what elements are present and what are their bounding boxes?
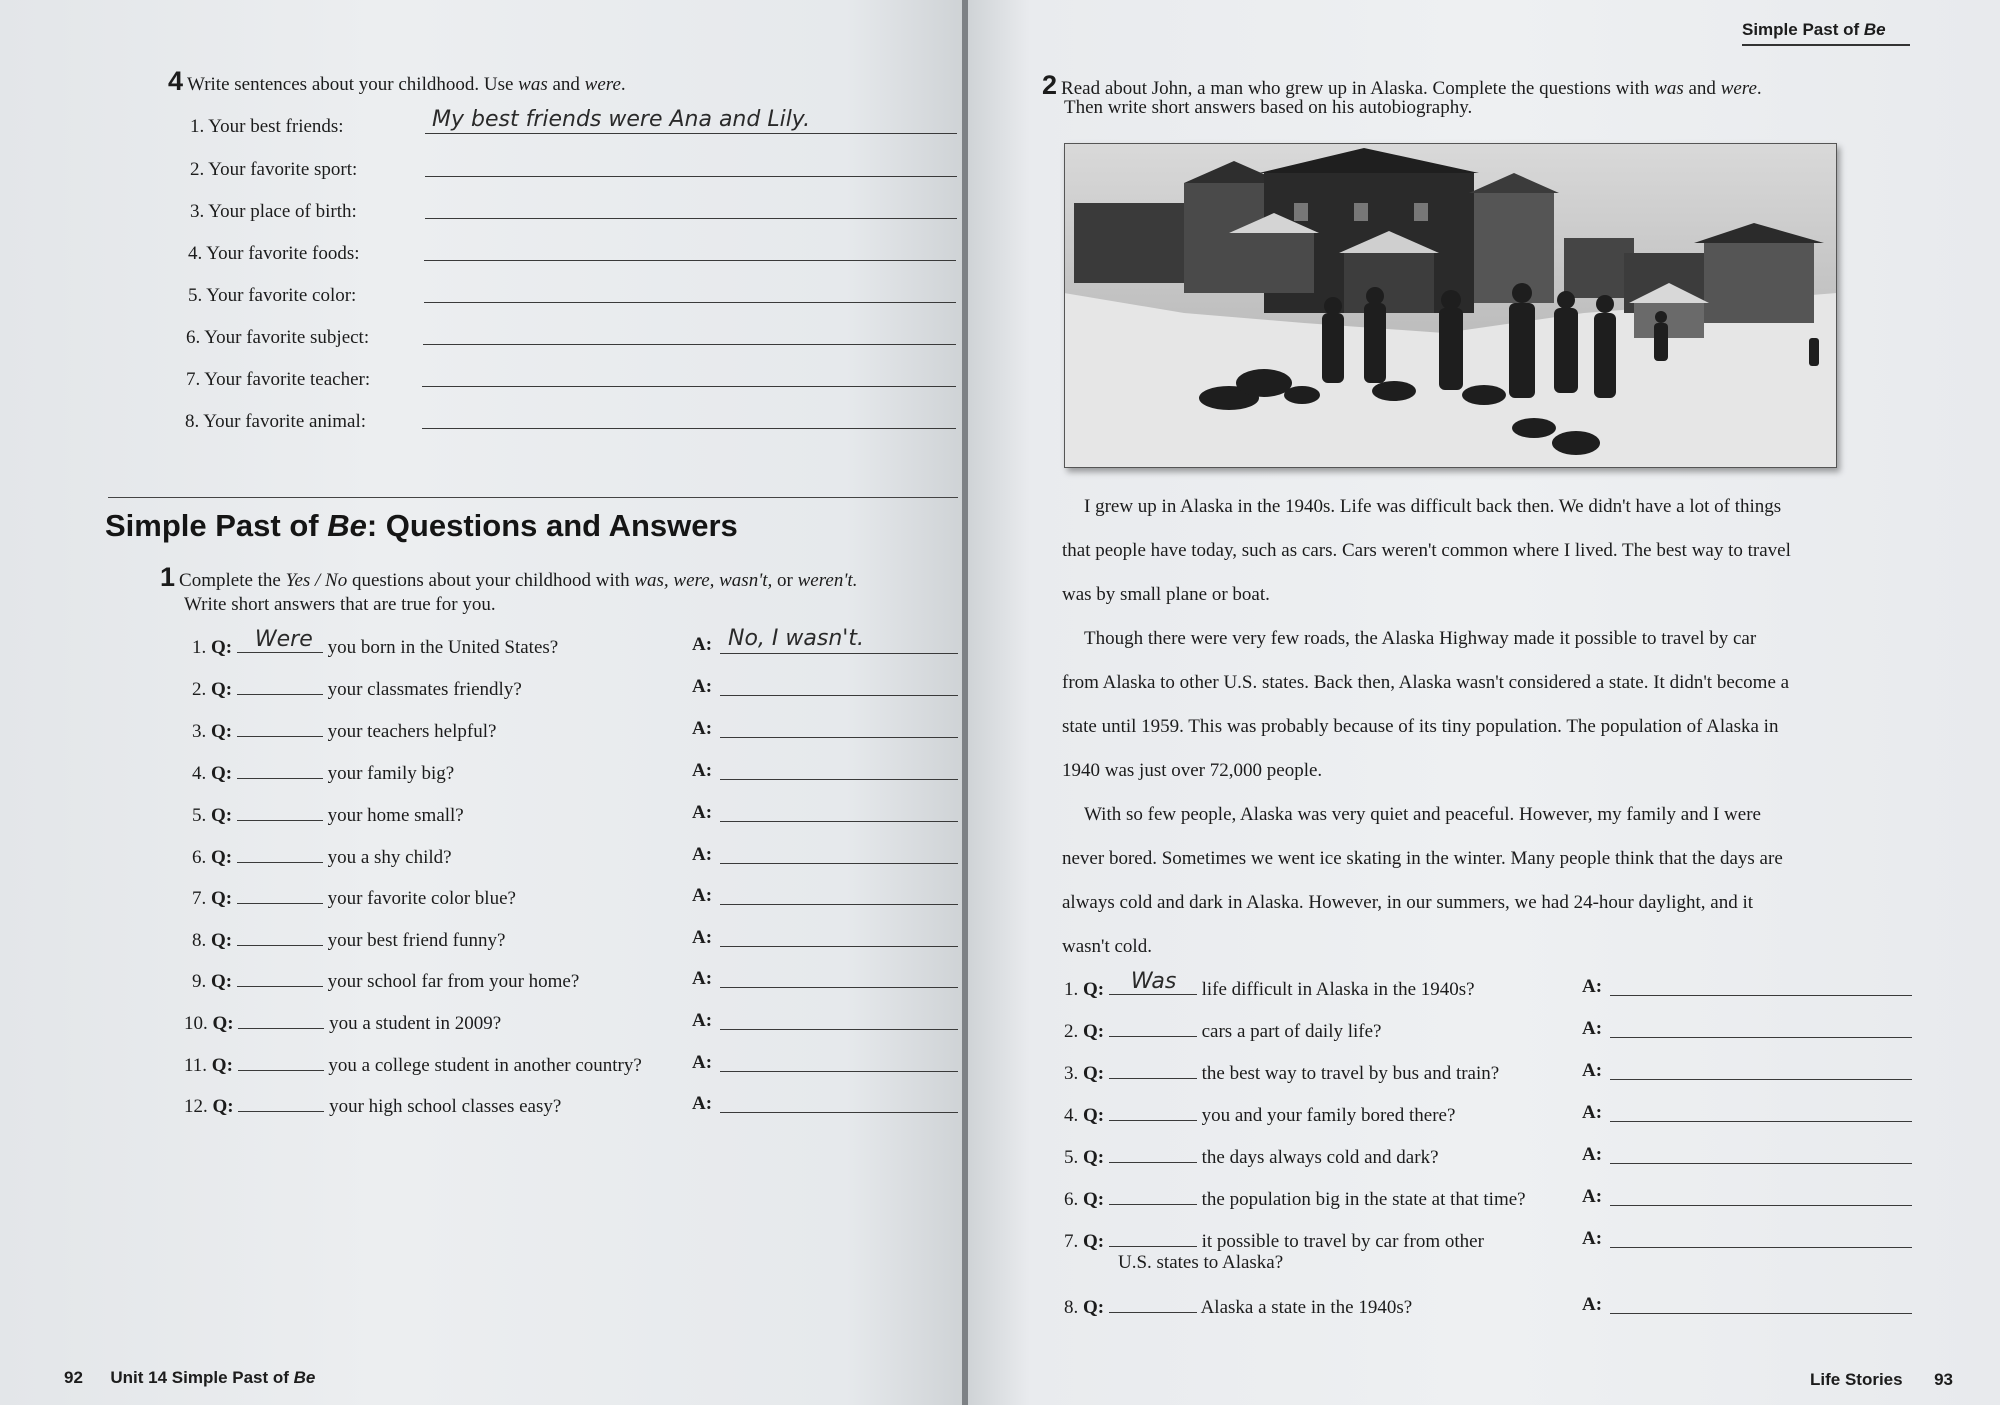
answer-line[interactable]	[720, 737, 958, 738]
question-text: it possible to travel by car from other	[1201, 1231, 1484, 1252]
answer-line[interactable]	[720, 946, 958, 947]
answer-label: A:	[692, 1052, 713, 1073]
question-text: your high school classes easy?	[329, 1096, 562, 1117]
answer-label: A:	[692, 844, 713, 865]
answer-label: A:	[692, 718, 713, 739]
question-number: 9.	[192, 971, 207, 992]
answer-label: A:	[692, 885, 713, 906]
fill-blank[interactable]	[238, 1010, 324, 1029]
answer-line[interactable]	[1610, 1079, 1912, 1080]
prompt-label: 1. Your best friends:	[190, 116, 344, 137]
question-text: you born in the United States?	[327, 637, 559, 658]
fill-blank[interactable]	[237, 760, 323, 779]
question-number: 6.	[1064, 1189, 1079, 1210]
answer-line[interactable]	[422, 386, 956, 387]
answer-label: A:	[692, 1093, 713, 1114]
answer-line[interactable]	[424, 260, 956, 261]
q-label: Q:	[1083, 1063, 1105, 1084]
answer-line[interactable]	[1610, 1163, 1912, 1164]
question-row	[1064, 1102, 1455, 1127]
answer-line[interactable]	[720, 695, 958, 696]
answer-line[interactable]	[720, 904, 958, 905]
question-text: life difficult in Alaska in the 1940s?	[1201, 979, 1475, 1000]
question-number: 1.	[192, 637, 207, 658]
question-row	[1064, 1228, 1484, 1253]
question-number: 5.	[1064, 1147, 1079, 1168]
exercise-instruction-line2: Then write short answers based on his autobiography.	[1064, 97, 1473, 118]
question-row	[184, 1010, 501, 1035]
question-text: you a shy child?	[327, 847, 452, 868]
fill-blank[interactable]	[1109, 969, 1197, 995]
exercise-2-header: 2 Read about John, a man who grew up in Alaska. Complete the questions with was and were.	[1042, 70, 1762, 100]
question-number: 2.	[192, 679, 207, 700]
exercise-4-header	[168, 66, 626, 97]
question-text: your favorite color blue?	[327, 888, 516, 909]
question-text: your school far from your home?	[327, 971, 580, 992]
prompt-label: 4. Your favorite foods:	[188, 243, 360, 264]
answer-label: A:	[692, 927, 713, 948]
answer-line[interactable]	[1610, 1121, 1912, 1122]
question-number: 3.	[192, 721, 207, 742]
question-row	[192, 676, 522, 701]
prompt-label: 3. Your place of birth:	[190, 201, 357, 222]
question-text: the population big in the state at that time?	[1201, 1189, 1526, 1210]
right-footer	[1810, 1370, 1953, 1390]
q-label: Q:	[1083, 1105, 1105, 1126]
question-row	[1064, 969, 1475, 1001]
q-label: Q:	[1083, 1231, 1105, 1252]
question-row	[192, 844, 452, 869]
story-paragraph-1: I grew up in Alaska in the 1940s. Life was difficult back then. We didn't have a lot of things that people have today, such as cars. Cars weren't common where I lived. The best way to travel was by small plane or boat.	[1062, 496, 1791, 605]
question-text: your teachers helpful?	[327, 721, 497, 742]
q-label: Q:	[211, 679, 233, 700]
q-label: Q:	[211, 930, 233, 951]
q-label: Q:	[211, 721, 233, 742]
answer-line[interactable]	[1610, 1247, 1912, 1248]
answer-label: A:	[1582, 1294, 1603, 1315]
q-label: Q:	[211, 971, 233, 992]
question-number: 7.	[192, 888, 207, 909]
q-label: Q:	[212, 1096, 234, 1117]
question-text: you and your family bored there?	[1201, 1105, 1456, 1126]
answer-line[interactable]	[1610, 995, 1912, 996]
question-text: cars a part of daily life?	[1201, 1021, 1382, 1042]
question-number: 7.	[1064, 1231, 1079, 1252]
answer-line[interactable]	[424, 302, 956, 303]
question-row	[184, 1052, 642, 1077]
handwritten-answer: Were	[254, 627, 313, 652]
answer-label: A:	[692, 968, 713, 989]
q-label: Q:	[1083, 1147, 1105, 1168]
question-row	[1064, 1186, 1526, 1211]
fill-blank[interactable]	[1109, 1294, 1197, 1313]
handwritten-answer: My best friends were Ana and Lily.	[432, 107, 811, 132]
q-label: Q:	[211, 847, 233, 868]
question-row	[192, 760, 454, 785]
question-row	[184, 1093, 561, 1118]
fill-blank[interactable]	[1109, 1018, 1197, 1037]
fill-blank[interactable]	[237, 968, 323, 987]
question-row	[192, 927, 505, 952]
q-label: Q:	[1083, 1021, 1105, 1042]
answer-label: A:	[1582, 976, 1603, 997]
answer-label: A:	[1582, 1186, 1603, 1207]
answer-label: A:	[1582, 1228, 1603, 1249]
exercise-instruction-line2: Write short answers that are true for you.	[184, 594, 496, 615]
question-row	[192, 885, 516, 910]
exercise-number: 4	[168, 66, 184, 96]
question-number: 12.	[184, 1096, 208, 1117]
fill-blank[interactable]	[237, 885, 323, 904]
section-title: Simple Past of Be: Questions and Answers	[105, 508, 738, 543]
exercise-number: 1	[160, 562, 176, 592]
fill-blank[interactable]	[1109, 1102, 1197, 1121]
question-text: your classmates friendly?	[327, 679, 522, 700]
question-number: 5.	[192, 805, 207, 826]
question-text-continued: U.S. states to Alaska?	[1118, 1252, 1284, 1273]
question-text: you a college student in another country?	[328, 1055, 642, 1076]
fill-blank[interactable]	[1109, 1228, 1197, 1247]
prompt-label: 8. Your favorite animal:	[185, 411, 367, 432]
question-row	[192, 802, 464, 827]
question-text: you a student in 2009?	[329, 1013, 502, 1034]
left-page	[0, 0, 962, 1405]
fill-blank[interactable]	[237, 627, 323, 653]
running-header: Simple Past of Be	[1742, 20, 1886, 39]
prompt-label: 7. Your favorite teacher:	[186, 369, 371, 390]
answer-line[interactable]	[425, 218, 957, 219]
alaska-historical-photo	[1064, 143, 1837, 468]
question-row	[1064, 1294, 1412, 1319]
answer-label: A:	[692, 1010, 713, 1031]
left-footer	[64, 1368, 315, 1388]
answer-line[interactable]	[1610, 1037, 1912, 1038]
question-text: Alaska a state in the 1940s?	[1200, 1297, 1413, 1318]
q-label: Q:	[211, 805, 233, 826]
fill-blank[interactable]	[1109, 1144, 1197, 1163]
answer-line[interactable]	[720, 863, 958, 864]
question-number: 11.	[184, 1055, 208, 1076]
page-number: 92	[64, 1368, 83, 1387]
q-label: Q:	[211, 637, 233, 658]
question-row	[1064, 1060, 1499, 1085]
q-label: Q:	[212, 1013, 234, 1034]
exercise-instruction: Write sentences about your childhood. Use was and were.	[187, 74, 626, 95]
question-row	[1064, 1144, 1439, 1169]
question-number: 1.	[1064, 979, 1079, 1000]
answer-line[interactable]	[720, 821, 958, 822]
prompt-label: 6. Your favorite subject:	[186, 327, 370, 348]
q-label: Q:	[211, 888, 233, 909]
question-row	[192, 627, 559, 659]
question-number: 8.	[192, 930, 207, 951]
question-number: 4.	[1064, 1105, 1079, 1126]
answer-label: A:	[1582, 1018, 1603, 1039]
answer-line[interactable]	[425, 133, 957, 134]
answer-line[interactable]	[720, 779, 958, 780]
question-number: 6.	[192, 847, 207, 868]
exercise-number: 2	[1042, 70, 1058, 100]
answer-line[interactable]	[720, 1029, 958, 1030]
q-label: Q:	[1083, 1297, 1105, 1318]
fill-blank[interactable]	[238, 1093, 324, 1112]
answer-label: A:	[692, 676, 713, 697]
answer-line[interactable]	[425, 176, 957, 177]
question-number: 8.	[1064, 1297, 1079, 1318]
question-text: the best way to travel by bus and train?	[1201, 1063, 1500, 1084]
question-number: 10.	[184, 1013, 208, 1034]
fill-blank[interactable]	[237, 676, 323, 695]
unit-title: Unit 14 Simple Past of Be	[110, 1368, 316, 1387]
answer-line[interactable]	[423, 344, 956, 345]
fill-blank[interactable]	[237, 927, 323, 946]
question-row	[192, 718, 496, 743]
header-rule	[1742, 44, 1910, 46]
answer-line[interactable]	[720, 653, 958, 654]
question-number: 4.	[192, 763, 207, 784]
question-text: your best friend funny?	[327, 930, 506, 951]
answer-label: A:	[692, 802, 713, 823]
question-number: 3.	[1064, 1063, 1079, 1084]
question-text: your family big?	[327, 763, 455, 784]
section-divider	[108, 497, 958, 498]
fill-blank[interactable]	[237, 802, 323, 821]
fill-blank[interactable]	[237, 718, 323, 737]
answer-line[interactable]	[720, 1112, 958, 1113]
answer-line[interactable]	[422, 428, 956, 429]
fill-blank[interactable]	[1109, 1060, 1197, 1079]
page-number: 93	[1934, 1370, 1953, 1389]
answer-line[interactable]	[1610, 1205, 1912, 1206]
question-text: the days always cold and dark?	[1201, 1147, 1439, 1168]
prompt-label: 2. Your favorite sport:	[190, 159, 358, 180]
story-paragraph-2: Though there were very few roads, the Alaska Highway made it possible to travel by car from Alaska to other U.S. states. Back then, Alaska wasn't considered a state. It didn't become a state until 1959. This was probably because of its tiny population. The population of Alaska in 1940 was just over 72,000 people.	[1062, 628, 1790, 781]
handwritten-answer: Was	[1130, 969, 1177, 994]
answer-line[interactable]	[720, 987, 958, 988]
chapter-title: Life Stories	[1810, 1370, 1903, 1389]
answer-label: A:	[1582, 1144, 1603, 1165]
q-label: Q:	[211, 1055, 233, 1076]
fill-blank[interactable]	[237, 844, 323, 863]
question-row	[1064, 1018, 1382, 1043]
answer-label: A:	[692, 634, 713, 655]
fill-blank[interactable]	[1109, 1186, 1197, 1205]
handwritten-answer: No, I wasn't.	[728, 626, 864, 651]
q-label: Q:	[1083, 979, 1105, 1000]
answer-line[interactable]	[1610, 1313, 1912, 1314]
right-page	[968, 0, 2000, 1405]
question-text: your home small?	[327, 805, 464, 826]
answer-label: A:	[1582, 1060, 1603, 1081]
exercise-1-header: 1 Complete the Yes / No questions about your childhood with was, were, wasn't, or weren't.	[160, 562, 858, 592]
answer-line[interactable]	[720, 1071, 958, 1072]
answer-label: A:	[692, 760, 713, 781]
q-label: Q:	[1083, 1189, 1105, 1210]
q-label: Q:	[211, 763, 233, 784]
answer-label: A:	[1582, 1102, 1603, 1123]
question-row	[192, 968, 579, 993]
prompt-label: 5. Your favorite color:	[188, 285, 357, 306]
fill-blank[interactable]	[238, 1052, 324, 1071]
question-number: 2.	[1064, 1021, 1079, 1042]
story-paragraph-3: With so few people, Alaska was very quiet and peaceful. However, my family and I were never bored. Sometimes we went ice skating in the winter. Many people think that the days are always cold and dark in Alaska. However, in our summers, we had 24-hour daylight, and it wasn't cold.	[1062, 804, 1783, 957]
